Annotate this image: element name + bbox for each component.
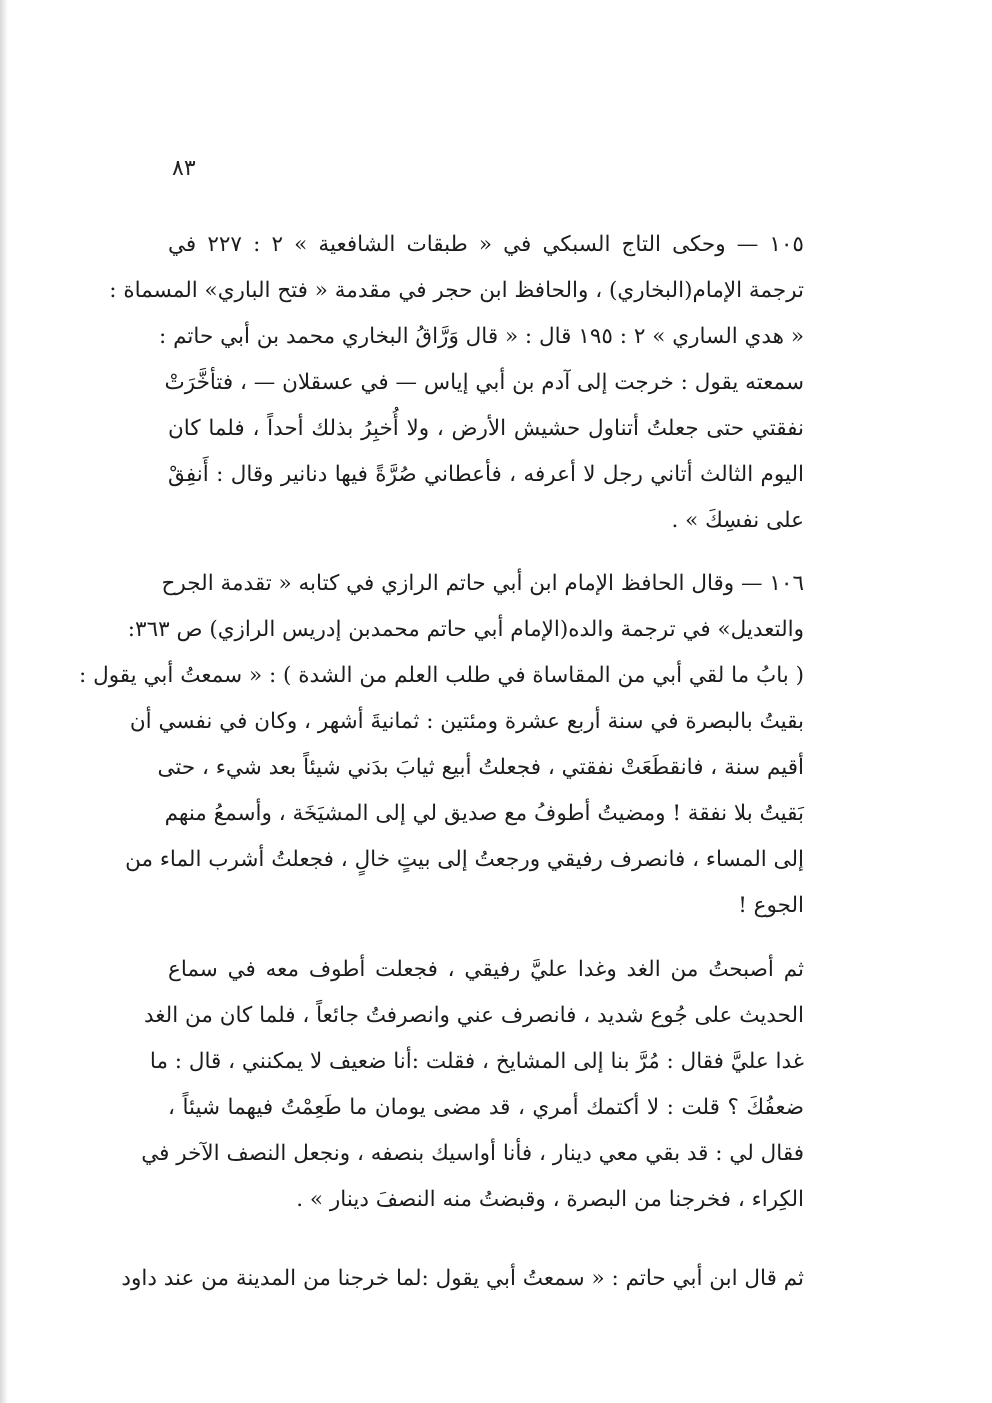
text-line: ثم قال ابن أبي حاتم : « سمعتُ أبي يقول :لما خرجنا من المدينة من عند داود — [121, 1266, 804, 1291]
paragraph-105 — [109, 222, 828, 544]
paragraph-106-text — [79, 561, 828, 929]
text-line: نفقتي حتى جعلتُ أتناول حشيش الأرض ، ولا أُخبِرُ بذلك أحداً ، فلما كان — [168, 416, 804, 441]
text-line: ( بابُ ما لقي أبي من المقاساة في طلب العلم من الشدة ) : « سمعتُ أبي يقول : — [79, 663, 804, 688]
text-line: ضعفُكَ ؟ قلت : لا أكتمك أمري ، قد مضى يومان ما طَعِمْتُ فيهما شيئاً ، — [168, 1095, 804, 1120]
paragraph-final-text — [121, 1256, 828, 1302]
text-line: ثم أصبحتُ من الغد وغدا عليَّ رفيقي ، فجعلت أطوف معه في سماع — [168, 957, 804, 982]
text-line: بَقيتُ بلا نفقة ! ومضيتُ أطوفُ مع صديق لي إلى المشيَخَة ، وأسمعُ منهم — [164, 801, 804, 826]
text-line: على نفسِكَ » . — [671, 508, 804, 533]
text-line: بقيتُ بالبصرة في سنة أربع عشرة ومئتين : ثمانيةَ أشهر ، وكان في نفسي أن — [129, 709, 804, 734]
text-line: غدا عليَّ فقال : مُرَّ بنا إلى المشايخ ، فقلت :أنا ضعيف لا يمكنني ، قال : ما — [149, 1049, 804, 1074]
text-line: الجوع ! — [738, 893, 804, 918]
text-line: اليوم الثالث أتاني رجل لا أعرفه ، فأعطاني صُرَّةً فيها دنانير وقال : أَنفِقْ — [168, 462, 804, 487]
paragraph-continuation-text — [141, 947, 828, 1223]
text-line: ترجمة الإمام(البخاري) ، والحافظ ابن حجر في مقدمة « فتح الباري» المسماة : — [109, 278, 804, 303]
text-line: الكِراء ، فخرجنا من البصرة ، وقبضتُ منه النصفَ دينار » . — [296, 1187, 804, 1212]
text-line: والتعديل» في ترجمة والده(الإمام أبي حاتم محمدبن إدريس الرازي) ص ٣٦٣: — [127, 617, 804, 642]
text-line: فقال لي : قد بقي معي دينار ، فأنا أواسيك بنصفه ، ونجعل النصف الآخر في — [141, 1141, 804, 1166]
paragraph-continuation — [141, 947, 828, 1223]
scan-edge — [0, 0, 8, 1403]
text-line: الحديث على جُوع شديد ، فانصرف عني وانصرفتُ جائعاً ، فلما كان من الغد — [143, 1003, 804, 1028]
paragraph-106 — [79, 561, 828, 929]
text-line: ١٠٥ — وحكى التاج السبكي في « طبقات الشافعية » ٢ : ٢٢٧ في — [168, 232, 804, 257]
text-line: سمعته يقول : خرجت إلى آدم بن أبي إياس — في عسقلان — ، فتأخَّرَتْ — [164, 370, 804, 395]
text-line: ١٠٦ — وقال الحافظ الإمام ابن أبي حاتم الرازي في كتابه « تقدمة الجرح — [161, 571, 804, 596]
text-line: « هدي الساري » ٢ : ١٩٥ قال : « قال وَرَّاقُ البخاري محمد بن أبي حاتم : — [159, 324, 804, 349]
page-number: ٨٣ — [172, 156, 196, 181]
text-line: أقيم سنة ، فانقطَعَتْ نفقتي ، فجعلتُ أبيع ثيابَ بدَني شيئاً بعد شيء ، حتى — [157, 755, 804, 780]
paragraph-105-text — [109, 222, 828, 544]
paragraph-final — [121, 1256, 828, 1302]
text-line: إلى المساء ، فانصرف رفيقي ورجعتُ إلى بيتٍ خالٍ ، فجعلتُ أشرب الماء من — [125, 847, 804, 872]
